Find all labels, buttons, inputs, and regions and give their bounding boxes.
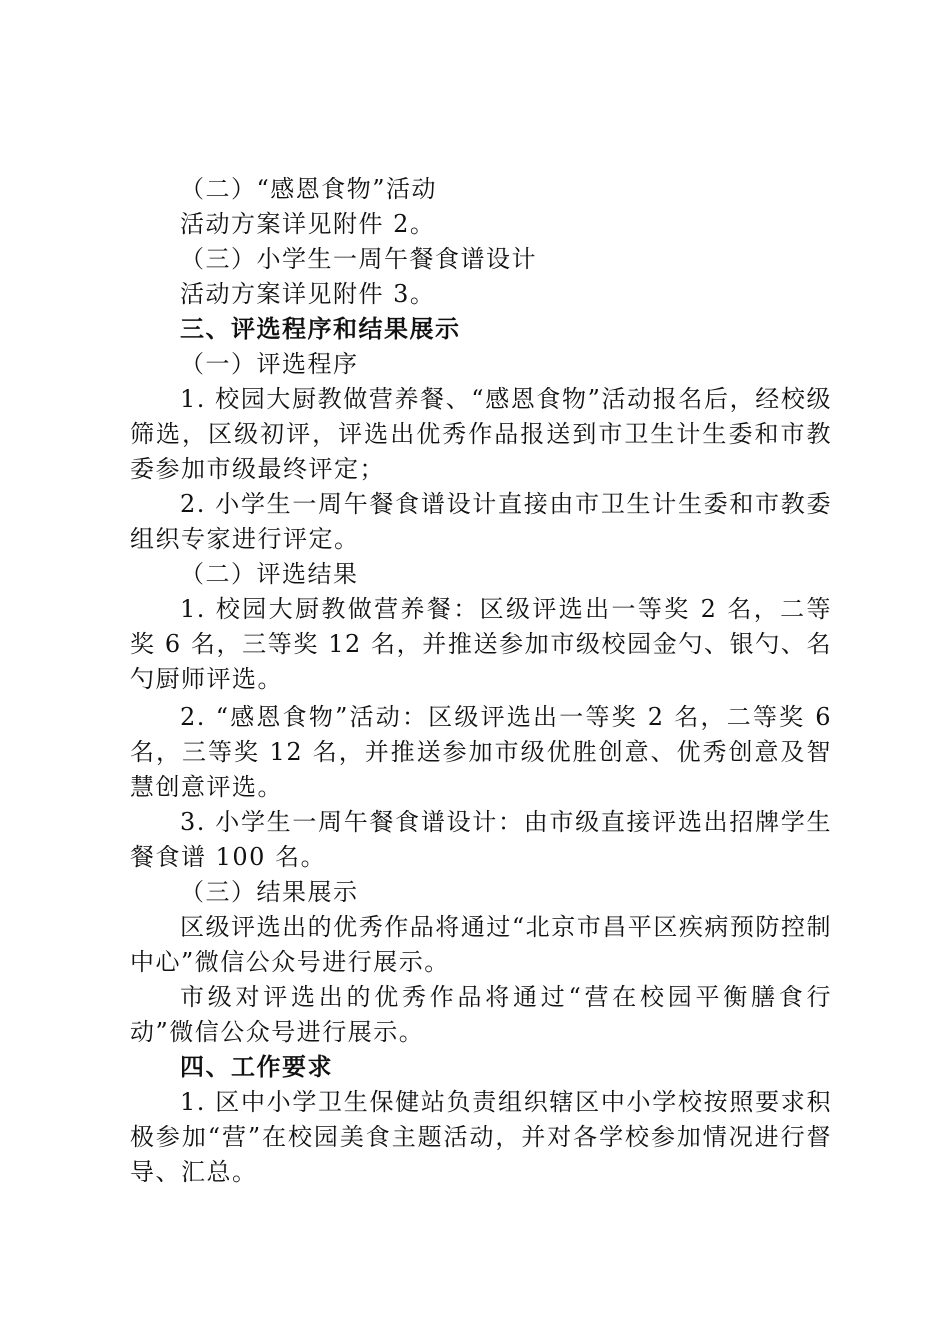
subheading: （三）小学生一周午餐食谱设计 xyxy=(180,245,537,273)
paragraph: 活动方案详见附件 3。 xyxy=(180,280,436,308)
paragraph: 区级评选出的优秀作品将通过“北京市昌平区疾病预防控制中心”微信公众号进行展示。 xyxy=(130,913,832,976)
paragraph: 1. 校园大厨教做营养餐：区级评选出一等奖 2 名，二等奖 6 名，三等奖 12 名，并推送参加市级校园金勺、银勺、名勺厨师评选。 xyxy=(130,595,832,693)
paragraph: 2. “感恩食物”活动：区级评选出一等奖 2 名，二等奖 6 名，三等奖 12 名，并推送参加市级优胜创意、优秀创意及智慧创意评选。 xyxy=(130,703,832,801)
subheading: （一）评选程序 xyxy=(180,350,359,378)
document-body xyxy=(130,172,832,1190)
section-heading: 四、工作要求 xyxy=(180,1053,333,1081)
paragraph: 3. 小学生一周午餐食谱设计：由市级直接评选出招牌学生餐食谱 100 名。 xyxy=(130,808,832,871)
paragraph: 1. 区中小学卫生保健站负责组织辖区中小学校按照要求积极参加“营”在校园美食主题活动，并对各学校参加情况进行督导、汇总。 xyxy=(130,1088,832,1186)
section-heading: 三、评选程序和结果展示 xyxy=(180,315,461,343)
paragraph: 市级对评选出的优秀作品将通过“营在校园平衡膳食行动”微信公众号进行展示。 xyxy=(130,983,832,1046)
subheading: （二）评选结果 xyxy=(180,560,359,588)
subheading: （三）结果展示 xyxy=(180,878,359,906)
paragraph: 1. 校园大厨教做营养餐、“感恩食物”活动报名后，经校级筛选，区级初评，评选出优秀作品报送到市卫生计生委和市教委参加市级最终评定； xyxy=(130,385,832,483)
paragraph: 活动方案详见附件 2。 xyxy=(180,210,436,238)
subheading: （二）“感恩食物”活动 xyxy=(180,175,438,203)
paragraph: 2. 小学生一周午餐食谱设计直接由市卫生计生委和市教委组织专家进行评定。 xyxy=(130,490,832,553)
